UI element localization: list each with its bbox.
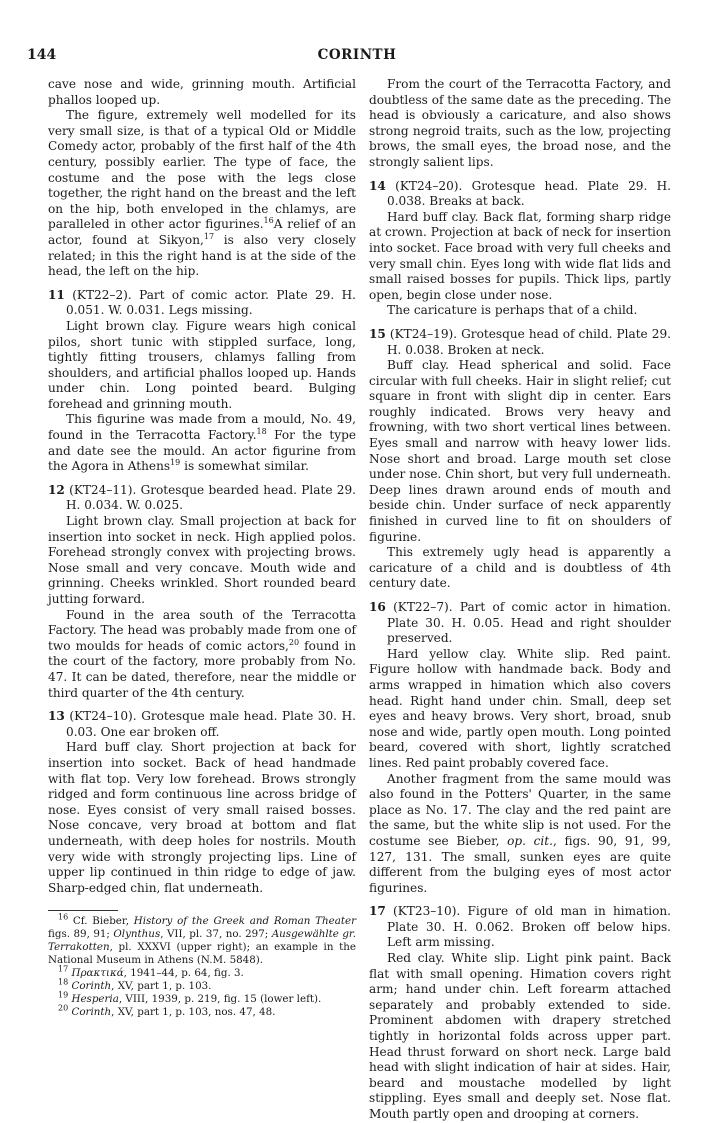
footnote-title: Olynthus [113,928,161,941]
footnote-text: , VIII, 1939, p. 219, fig. 15 (lower left). [118,993,322,1006]
entry-number: 13 [48,709,65,724]
paragraph: Light brown clay. Small projection at back for insertion into socket in neck. High applied polos. Forehead strongly convex with projecting brows. Nose small and very concave. Mouth wide and grinning. Cheeks wrinkled. Short rounded beard jutting forward. [48,514,356,606]
paragraph [48,108,356,280]
running-title: CORINTH [317,47,397,63]
entry-heading-text: (KT22–2). Part of comic actor. Plate 29. H. 0.051. W. 0.031. Legs missing. [64,287,356,318]
paragraph [48,412,356,474]
footnote-title: Ausgewählte gr. Terrakotten [48,928,356,954]
footnote-number: 18 [58,977,69,987]
footnote-ref[interactable]: 18 [256,427,267,437]
footnote-ref[interactable]: 17 [203,231,215,241]
footnote-text: Cf. Bieber, [68,915,134,928]
paragraph-text: This figurine was made from a mould, No. 49, found in the Terracotta Factory. [48,412,356,443]
entry-heading-text: (KT24–11). Grotesque bearded head. Plate 29. H. 0.034. W. 0.025. [64,482,356,513]
entry-number: 15 [369,326,386,341]
paragraph: Hard yellow clay. White slip. Red paint. Figure hollow with handmade back. Body and arms wrapped in himation which also covers head. Right hand under chin. Small, deep set eyes and heavy brows. Very short, broad, snub nose and wide, partly open mouth. Long pointed beard, covered with short, lightly scratched lines. Red paint probably covered face. [369,646,671,770]
footnote-ref[interactable]: 16 [263,216,274,226]
entry-heading-text: (KT24–20). Grotesque head. Plate 29. H. 0.038. Breaks at back. [385,178,671,209]
catalogue-entry-heading [369,600,671,647]
paragraph: Light brown clay. Figure wears high conical pilos, short tunic with stippled surface, long, tightly fitting trousers, chlamys falling from shoulders, and artificial phallos looped up. Hands under chin. Long pointed beard. Bulging forehead and grinning mouth. [48,318,356,411]
footnote-divider [48,910,118,911]
paragraph: Red clay. White slip. Light pink paint. Back flat with small opening. Himation covers right arm; hand under chin. Left forearm attached separately and probably extended to side. Prominent abdomen with drapery stretched tightly in horizontal folds across upper part. Head thrust forward on short neck. Large bald head with slight indication of hair at sides. Hair, beard and moustache modelled by light stippling. Eyes small and deeply set. Nose flat. Mouth partly open and drooping at corners. [369,951,671,1121]
paragraph: Hard buff clay. Short projection at back for insertion into socket. Back of head handmade with flat top. Very low forehead. Brows strongly ridged and form continuous line across bridge of nose. Eyes consist of very small raised bosses. Nose concave, very broad at bottom and flat underneath, with deep holes for nostrils. Mouth very wide with strongly projecting lips. Line of upper lip continued in thin ridge to edge of jaw. Sharp-edged chin, flat underneath. [48,740,356,895]
paragraph-text: The figure, extremely well modelled for its very small size, is that of a typical Old or Middle Comedy actor, probably of the first half of the 4th century, possibly earlier. The type of face, the costume and the pose with the legs close together, the right hand on the breast and the left on the hip, both enveloped in the chlamys, are paralleled in other actor figurines. [48,108,356,232]
paragraph-text: For the type and date see the mould. An actor figurine from the Agora in Athens [48,428,356,474]
paragraph-text: A relief of an actor, found at Sikyon, [48,217,356,247]
footnote-text: , XV, part 1, p. 103. [111,980,212,993]
footnote-text: , 1941–44, p. 64, fig. 3. [123,967,244,980]
catalogue-entry-heading [48,709,356,740]
footnote-ref[interactable]: 19 [170,458,181,468]
entry-heading-text: (KT24–10). Grotesque male head. Plate 30. H. 0.03. One ear broken off. [64,709,356,739]
footnote-number: 19 [58,990,69,1000]
entry-number: 12 [48,482,65,497]
footnote [48,912,356,967]
paragraph: This extremely ugly head is apparently a caricature of a child and is doubtless of 4th century date. [369,545,671,591]
footnote-title: History of the Greek and Roman Theater [133,915,356,928]
footnote-number: 20 [58,1003,69,1013]
footnote-title: Hesperia [71,993,119,1006]
paragraph [369,772,671,897]
footnote-text: , VII, pl. 37, no. 297; [160,928,272,941]
page-header [0,47,714,69]
catalogue-entry-heading [369,327,671,358]
paragraph: cave nose and wide, grinning mouth. Artificial phallos looped up. [48,77,356,107]
catalogue-entry-heading [48,288,356,319]
paragraph-text: Another fragment from the same mould was also found in the Potters' Quarter, in the same place as No. 17. The clay and the red paint are the same, but the white slip is not used. For the costume see Bieber, [369,771,671,848]
entry-number: 17 [369,904,386,919]
paragraph-text: is somewhat similar. [180,459,309,474]
footnote [48,990,356,1006]
footnote-text: , pl. XXXVI (upper right); an example in the National Museum in Athens (N.M. 5848). [48,941,356,967]
paragraph: From the court of the Terracotta Factory, and doubtless of the same date as the preceding. The head is obviously a caricature, and also shows strong negroid traits, such as the low, projecting brows, the small eyes, the broad nose, and the strongly salient lips. [369,77,672,169]
footnote [48,1003,356,1019]
entry-number: 11 [48,287,65,302]
footnote-number: 17 [58,964,69,974]
right-column [369,77,671,1123]
entry-heading-text: (KT22–7). Part of comic actor in himation. Plate 30. H. 0.05. Head and right shoulder preserved. [385,600,671,646]
paragraph-text: is also very closely related; in this the right hand is at the side of the head, the left on the hip. [48,232,357,279]
catalogue-entry-heading [369,179,671,210]
paragraph-text: , figs. 90, 91, 99, 127, 131. The small, sunken eyes are quite different from the bulging eyes of most actor figurines. [369,833,672,895]
footnote-number: 16 [58,912,69,922]
paragraph: Hard buff clay. Back flat, forming sharp ridge at crown. Projection at back of neck for insertion into socket. Face broad with very full cheeks and very small chin. Eyes long with wide flat lids and small raised bosses for pupils. Thick lips, partly open, begin close under nose. [369,209,671,302]
footnote [48,964,356,980]
paragraph: The caricature is perhaps that of a child. [387,303,638,318]
footnote [48,977,356,993]
page-number: 144 [27,47,57,63]
left-column [48,77,356,1019]
catalogue-entry-heading [369,904,671,951]
entry-number: 16 [369,600,386,614]
entry-heading-text: (KT23–10). Figure of old man in himation. Plate 30. H. 0.062. Broken off below hips. Left arm missing. [385,904,671,950]
footnote-text: , XV, part 1, p. 103, nos. 47, 48. [111,1006,276,1019]
footnote-ref[interactable]: 20 [288,637,300,647]
citation-abbrev: op. cit. [507,833,553,848]
entry-number: 14 [369,178,386,193]
paragraph [48,608,356,702]
entry-heading-text: (KT24–19). Grotesque head of child. Plate 29. H. 0.038. Broken at neck. [385,326,671,357]
paragraph-text: Found in the area south of the Terracotta Factory. The head was probably made from one of two moulds for heads of comic actors, [48,607,356,653]
footnotes [48,912,356,1019]
footnote-title: Corinth [71,980,112,993]
paragraph: Buff clay. Head spherical and solid. Face circular with full cheeks. Hair in slight relief; cut square in front with slight dip in center. Ears roughly indicated. Brows very heavy and frowning, with two short vertical lines between. Eyes small and narrow with heavy lower lids. Nose short and broad. Large mouth set close under nose. Chin short, but very full underneath. Deep lines drawn around ends of mouth and beside chin. Under surface of neck apparently finished in curved line to fit on shoulders of figurine. [369,358,671,544]
footnote-title: Πρακτικά [71,967,124,980]
paragraph-text: found in the court of the factory, more probably from No. 47. It can be dated, therefore, near the middle or third quarter of the 4th century. [48,638,357,700]
footnote-text: figs. 89, 91; [48,928,114,941]
catalogue-entry-heading [48,483,356,514]
footnote-title: Corinth [71,1006,112,1019]
